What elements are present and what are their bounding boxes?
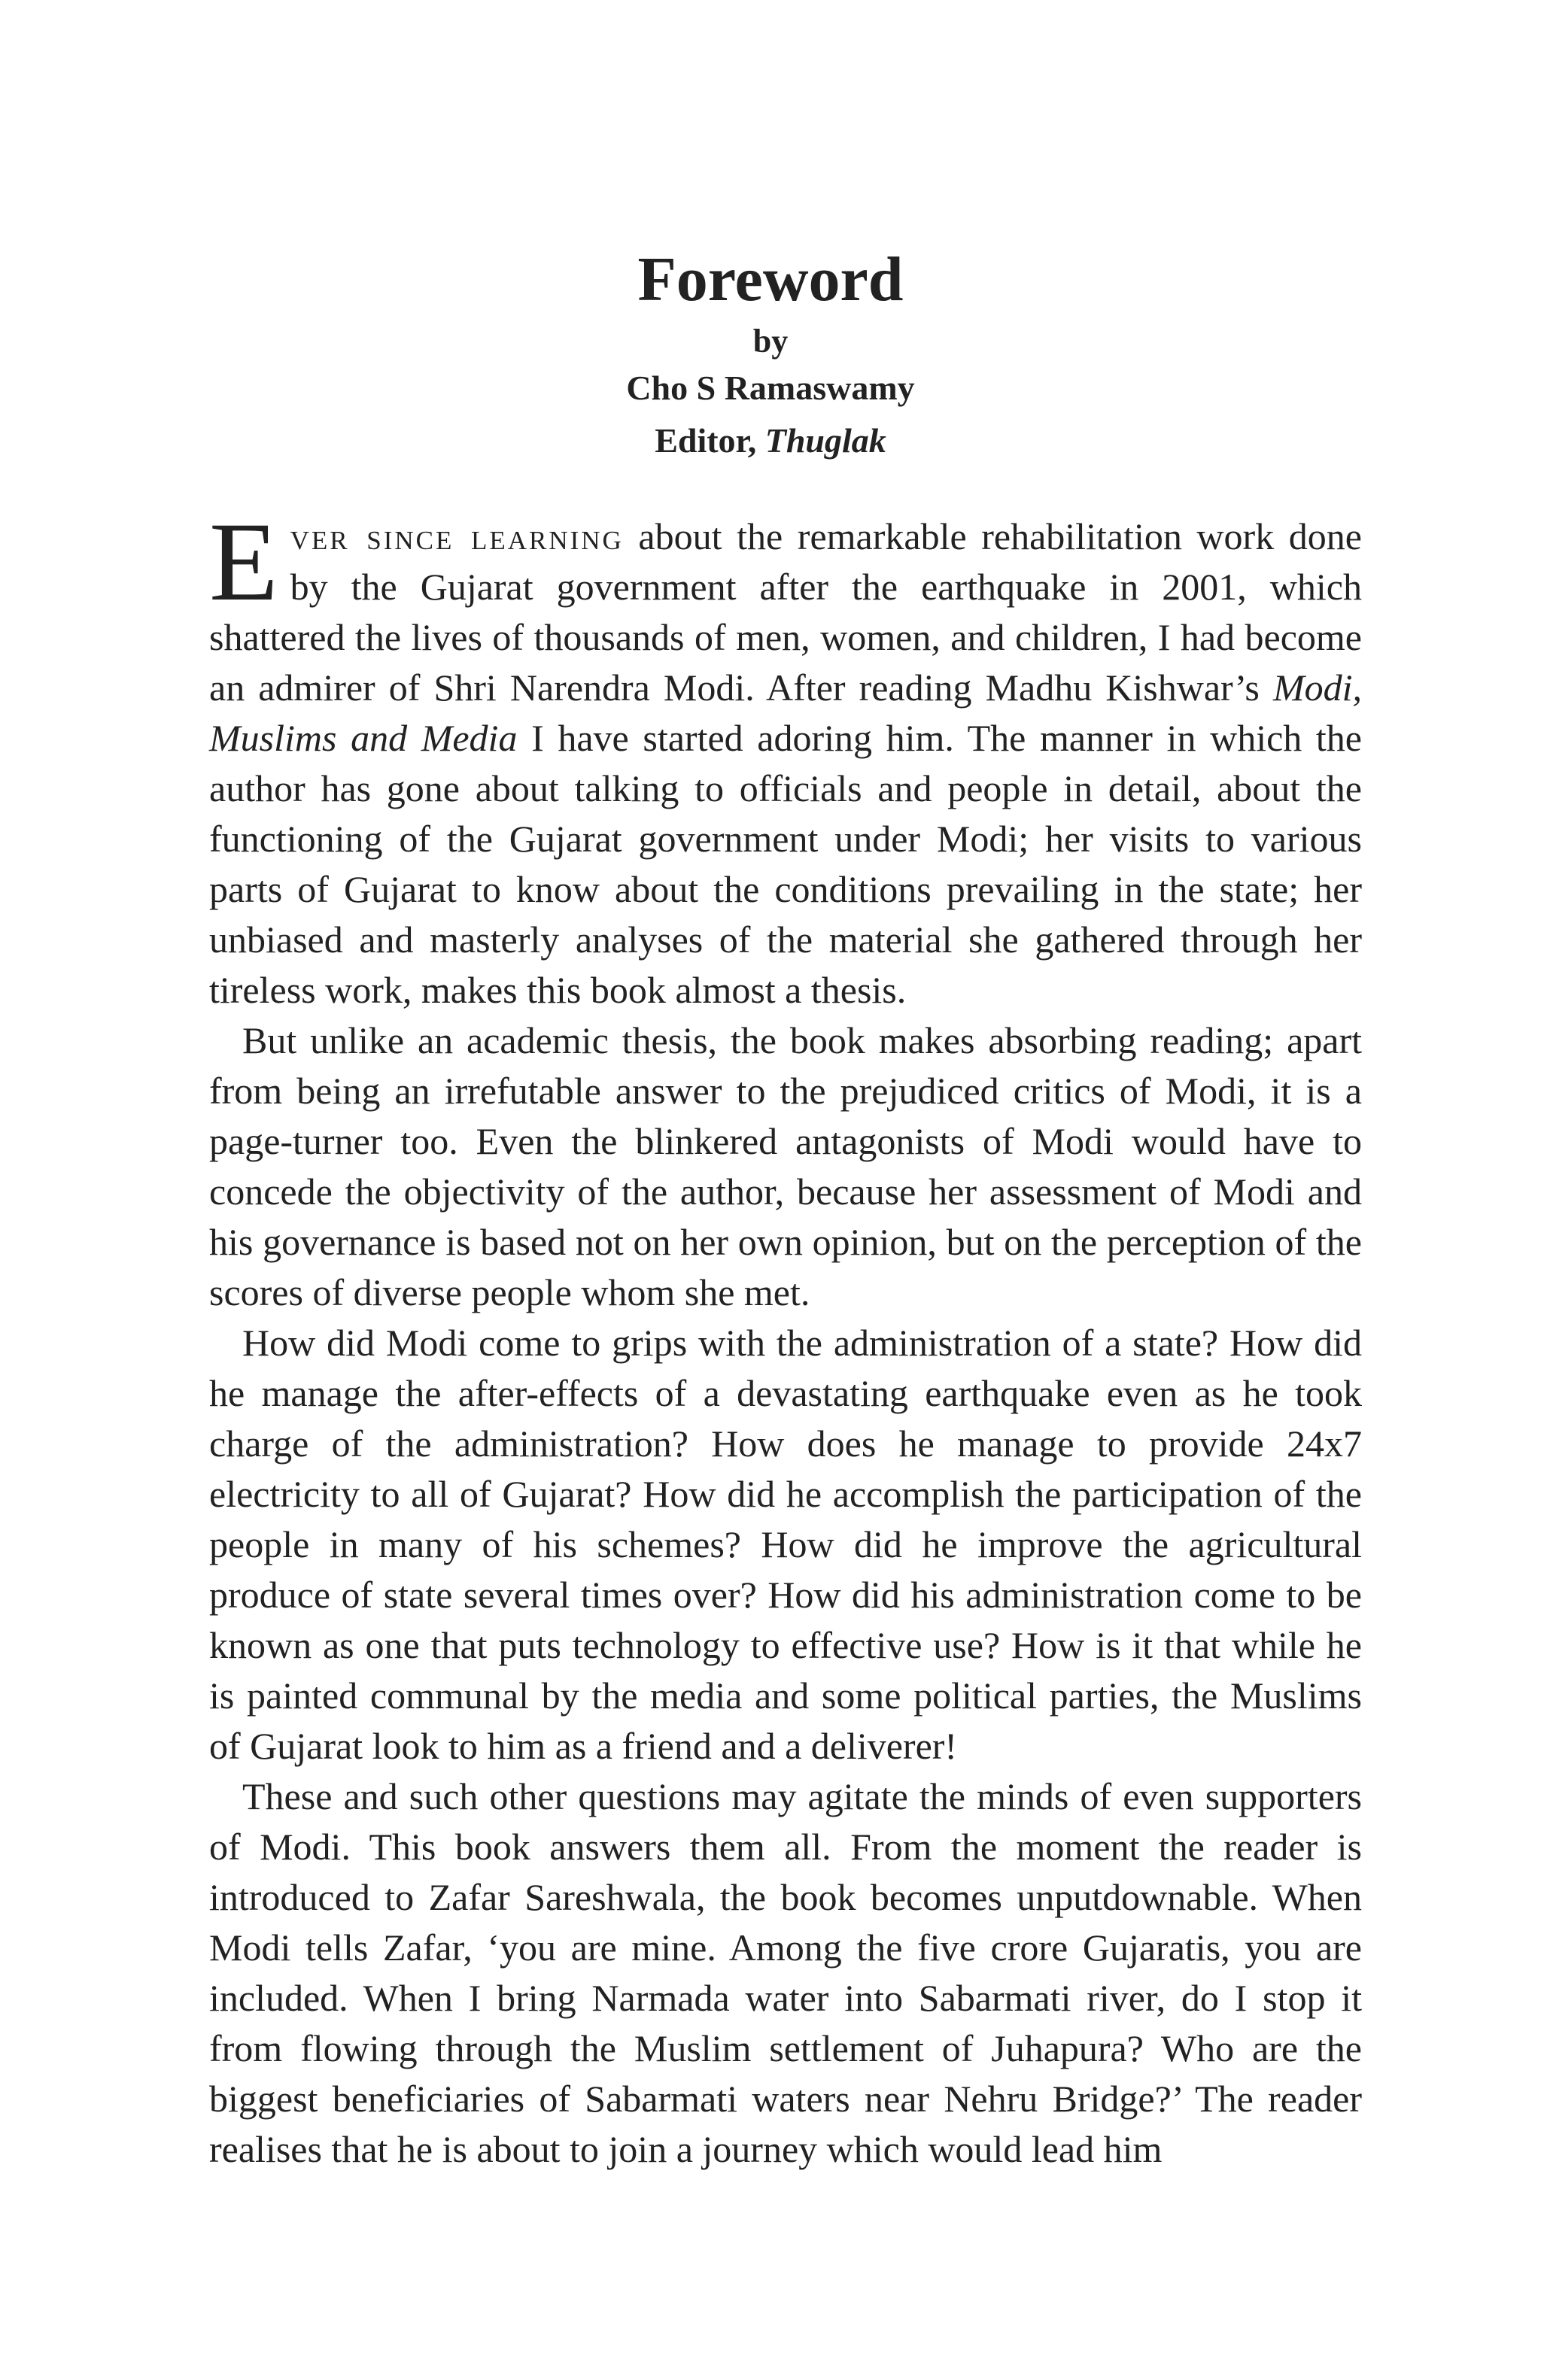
paragraph-2: But unlike an academic thesis, the book makes absorbing reading; apart from being an irrefutable answer to the prejudiced critics of Modi, it is a page-turner too. Even the blinkered antagonists of Modi would have to concede the objectivity of the author, because her assessment of Modi and his governance is based not on her own opinion, but on the perception of the scores of diverse people whom she met. — [209, 1019, 1362, 1313]
page-title: Foreword — [637, 244, 904, 314]
opening-small-caps: ver since learning — [290, 515, 624, 557]
book-title: Modi, Muslims and Media — [209, 666, 1362, 759]
author-name: Cho S Ramaswamy — [626, 369, 915, 407]
publication-name: Thuglak — [764, 421, 886, 460]
drop-cap: E — [209, 499, 278, 624]
editor-prefix: Editor, — [655, 421, 757, 460]
paragraph-1-text-a: about the remarkable rehabilitation work done by the Gujarat government after the earthquake in 2001, which shattered the lives of thousands of men, women, and children, I had become an admirer of Shri Narendra Modi. After reading Madhu Kishwar’s — [209, 515, 1362, 709]
author-role — [0, 418, 1541, 463]
paragraph-1 — [209, 499, 1362, 1015]
foreword-body — [209, 499, 1362, 2175]
paragraph-1-text-b: I have started adoring him. The manner in which the author has gone about talking to officials and people in detail, about the functioning of the Gujarat government under Modi; her visits to various parts of Gujarat to know about the conditions prevailing in the state; her unbiased and masterly analyses of the material she gathered through her tireless work, makes this book almost a thesis. — [209, 717, 1362, 1011]
byline-by: by — [752, 323, 789, 360]
paragraph-4: These and such other questions may agitate the minds of even supporters of Modi. This book answers them all. From the moment the reader is introduced to Zafar Sareshwala, the book becomes unputdownable. When Modi tells Zafar, ‘you are mine. Among the five crore Gujaratis, you are included. When I bring Narmada water into Sabarmati river, do I stop it from flowing through the Muslim settlement of Juhapura? Who are the biggest beneficiaries of Sabarmati waters near Nehru Bridge?’ The reader realises that he is about to join a journey which would lead him — [209, 1775, 1362, 2170]
paragraph-3: How did Modi come to grips with the administration of a state? How did he manage the after-effects of a devastating earthquake even as he took charge of the administration? How does he manage to provide 24x7 electricity to all of Gujarat? How did he accomplish the participation of the people in many of his schemes? How did he improve the agricultural produce of state several times over? How did his administration come to be known as one that puts technology to effective use? How is it that while he is painted communal by the media and some political parties, the Muslims of Gujarat look to him as a friend and a deliverer! — [209, 1322, 1362, 1767]
